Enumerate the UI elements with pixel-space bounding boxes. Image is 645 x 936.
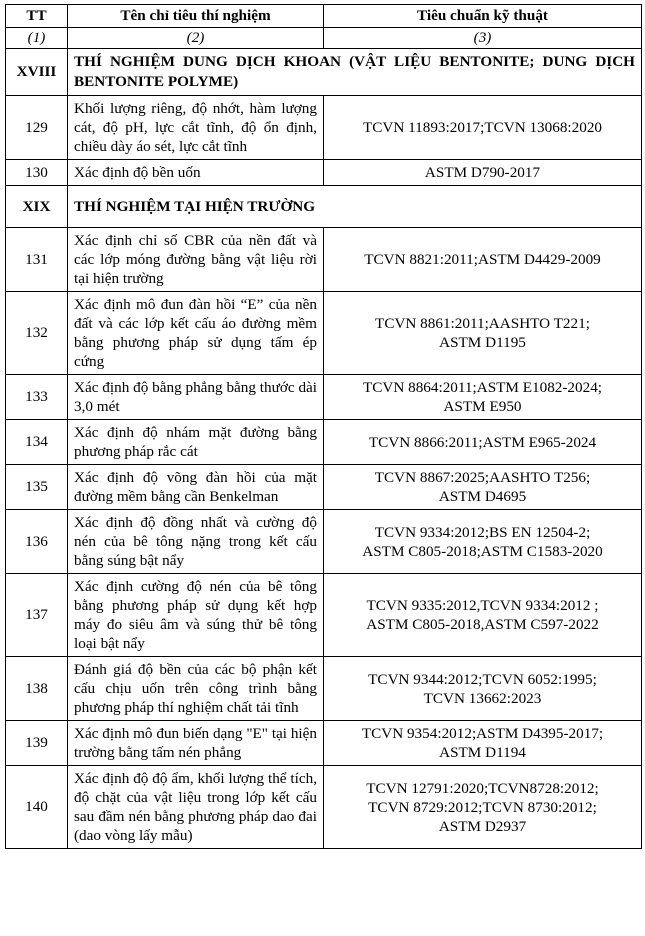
section-title: THÍ NGHIỆM DUNG DỊCH KHOAN (VẬT LIỆU BENTONITE; DUNG DỊCH BENTONITE POLYME) [68, 49, 642, 96]
test-name: Xác định mô đun đàn hồi “E” của nền đất và các lớp kết cấu áo đường mềm bằng phương pháp sử dụng tấm ép cứng [68, 292, 324, 375]
table-row [6, 465, 642, 510]
technical-standard [324, 96, 642, 160]
technical-standard [324, 510, 642, 574]
technical-standard [324, 657, 642, 721]
standard-line: TCVN 8867:2025;AASHTO T256; [374, 469, 591, 486]
technical-standard [324, 228, 642, 292]
standard-line: TCVN 9344:2012;TCVN 6052:1995; [368, 670, 597, 688]
table-row [6, 375, 642, 420]
section-number: XIX [6, 186, 68, 228]
row-number: 139 [6, 721, 68, 766]
technical-standard [324, 766, 642, 849]
technical-standard [324, 292, 642, 375]
row-number: 130 [6, 160, 68, 186]
standard-line: TCVN 8861:2011;AASHTO T221; [375, 315, 590, 332]
table-row [6, 420, 642, 465]
standard-line: TCVN 9335:2012,TCVN 9334:2012 ; [366, 597, 599, 614]
index-cell: (2) [68, 28, 324, 49]
test-name: Xác định độ bằng phẳng bằng thước dài 3,0 mét [68, 375, 324, 420]
standard-line: TCVN 8864:2011;ASTM E1082-2024; [362, 379, 603, 396]
section-title: THÍ NGHIỆM TẠI HIỆN TRƯỜNG [68, 186, 642, 228]
standard-line: ASTM D2937 [438, 817, 527, 835]
technical-standard [324, 375, 642, 420]
test-name: Đánh giá độ bền của các bộ phận kết cấu chịu uốn trên công trình bằng phương pháp thí nghiệm chất tải tĩnh [68, 657, 324, 721]
standard-line: ASTM C805-2018,ASTM C597-2022 [366, 616, 599, 633]
technical-standard [324, 160, 642, 186]
standard-line: ASTM D790-2017 [424, 164, 541, 181]
test-name: Xác định độ nhám mặt đường bằng phương pháp rắc cát [68, 420, 324, 465]
row-number: 135 [6, 465, 68, 510]
test-name: Xác định cường độ nén của bê tông bằng phương pháp sử dụng kết hợp máy đo siêu âm và súng thử bê tông loại bật nẩy [68, 574, 324, 657]
row-number: 136 [6, 510, 68, 574]
table-row [6, 292, 642, 375]
header-test-name: Tên chỉ tiêu thí nghiệm [68, 5, 324, 28]
standard-line: ASTM E950 [443, 398, 522, 415]
index-row [6, 28, 642, 49]
row-number: 137 [6, 574, 68, 657]
standard-line: TCVN 9354:2012;ASTM D4395-2017; [361, 725, 604, 742]
standard-line: TCVN 12791:2020;TCVN8728:2012; [366, 779, 599, 797]
test-name: Xác định mô đun biến dạng "E" tại hiện trường bằng tấm nén phẳng [68, 721, 324, 766]
test-name: Xác định độ bền uốn [68, 160, 324, 186]
standard-line: ASTM D4695 [438, 488, 527, 505]
standard-line: ASTM D1195 [439, 334, 526, 351]
standard-line: ASTM D1194 [439, 744, 526, 761]
standards-table-container [5, 4, 641, 849]
index-cell: (1) [6, 28, 68, 49]
test-name: Xác định độ đồng nhất và cường độ nén của bê tông nặng trong kết cấu bằng súng bật nẩy [68, 510, 324, 574]
test-name: Xác định chỉ số CBR của nền đất và các lớp móng đường bằng vật liệu rời tại hiện trường [68, 228, 324, 292]
row-number: 131 [6, 228, 68, 292]
table-row [6, 96, 642, 160]
row-number: 132 [6, 292, 68, 375]
standard-line: TCVN 8821:2011;ASTM D4429-2009 [364, 251, 601, 268]
row-number: 134 [6, 420, 68, 465]
standards-table [5, 4, 642, 849]
table-row [6, 228, 642, 292]
standard-line: TCVN 8866:2011;ASTM E965-2024 [368, 433, 597, 451]
header-standard: Tiêu chuẩn kỹ thuật [324, 5, 642, 28]
row-number: 129 [6, 96, 68, 160]
technical-standard [324, 420, 642, 465]
table-row [6, 574, 642, 657]
row-number: 140 [6, 766, 68, 849]
test-name: Xác định độ độ ẩm, khối lượng thể tích, độ chặt của vật liệu trong lớp kết cấu sau đầm nén bằng phương pháp dao đai (dao vòng lấy mẫu) [68, 766, 324, 849]
table-row [6, 721, 642, 766]
test-name: Khối lượng riêng, độ nhớt, hàm lượng cát, độ pH, lực cắt tĩnh, độ ổn định, chiều dày áo sét, lực cắt tĩnh [68, 96, 324, 160]
standard-line: TCVN 8729:2012;TCVN 8730:2012; [368, 798, 597, 816]
standard-line: TCVN 11893:2017;TCVN 13068:2020 [362, 119, 603, 136]
header-row [6, 5, 642, 28]
test-name: Xác định độ võng đàn hồi của mặt đường mềm bằng cần Benkelman [68, 465, 324, 510]
section-number: XVIII [6, 49, 68, 96]
technical-standard [324, 574, 642, 657]
index-cell: (3) [324, 28, 642, 49]
header-tt: TT [6, 5, 68, 28]
table-row [6, 657, 642, 721]
section-row [6, 186, 642, 228]
row-number: 138 [6, 657, 68, 721]
standard-line: TCVN 13662:2023 [423, 689, 542, 707]
table-row [6, 160, 642, 186]
row-number: 133 [6, 375, 68, 420]
section-row [6, 49, 642, 96]
technical-standard [324, 465, 642, 510]
standard-line: TCVN 9334:2012;BS EN 12504-2; [374, 523, 591, 541]
table-row [6, 766, 642, 849]
table-row [6, 510, 642, 574]
technical-standard [324, 721, 642, 766]
standard-line: ASTM C805-2018;ASTM C1583-2020 [362, 542, 603, 560]
